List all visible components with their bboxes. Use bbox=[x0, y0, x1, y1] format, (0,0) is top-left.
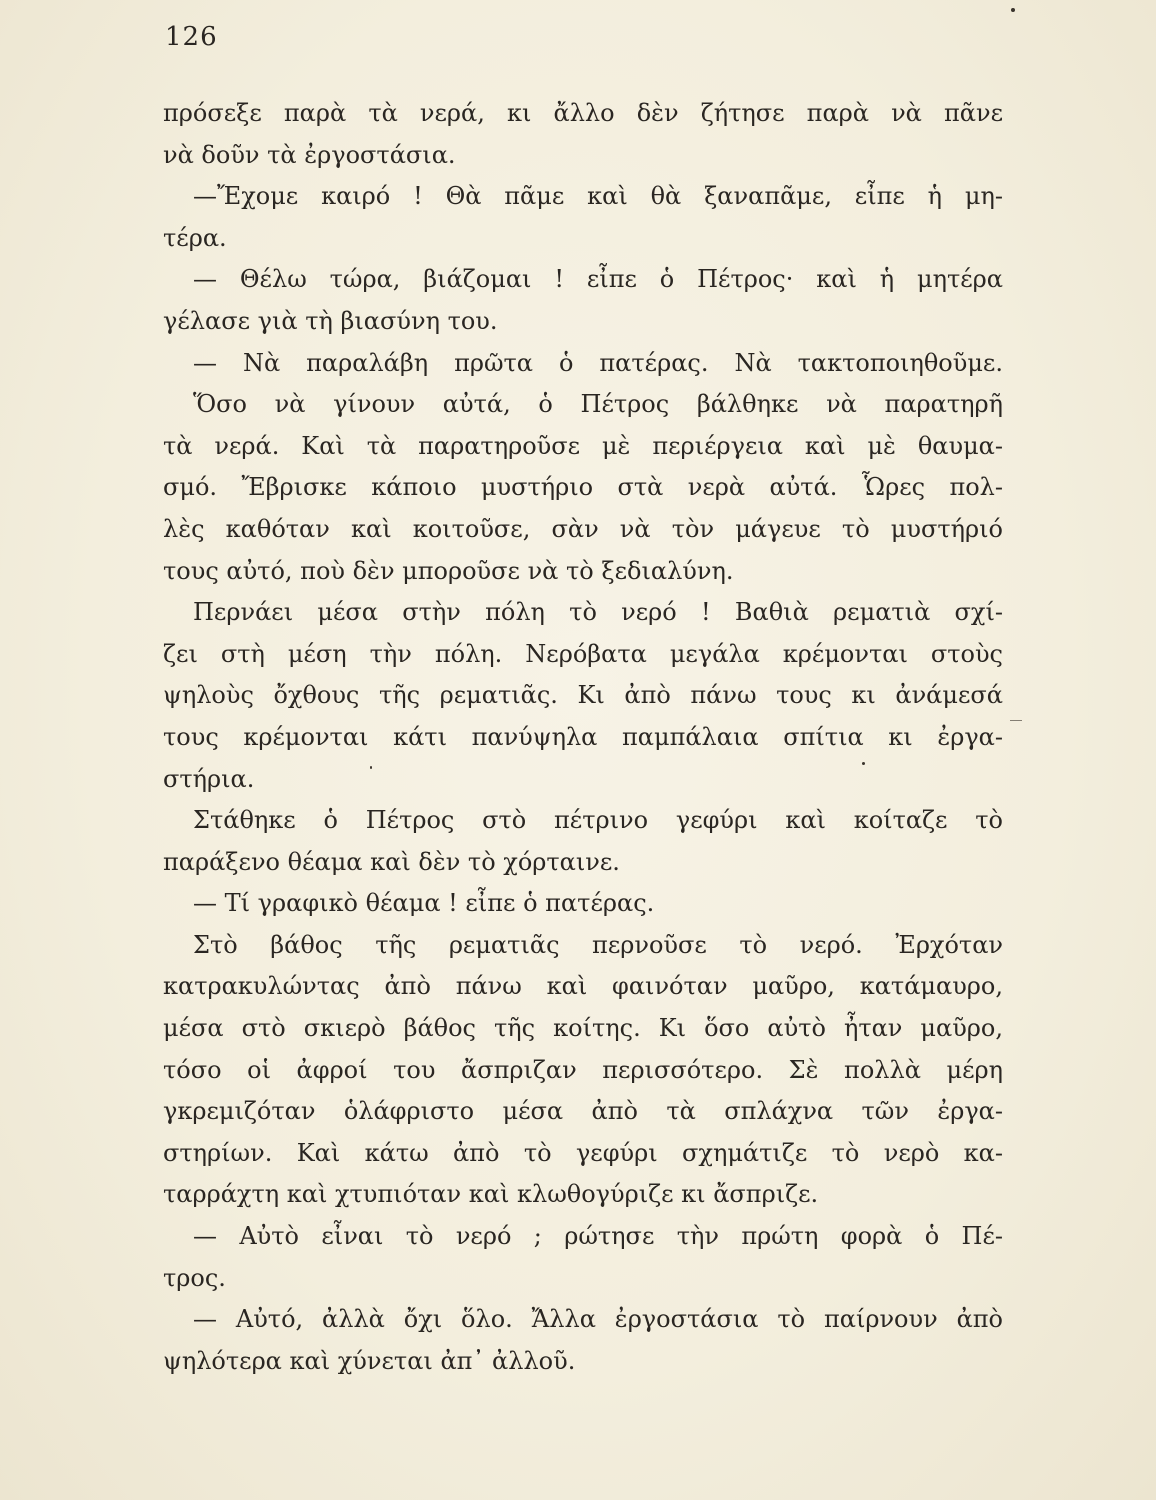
ink-speck bbox=[1010, 720, 1022, 721]
text-line: κατρακυλώντας ἀπὸ πάνω καὶ φαινόταν μαῦρο, κατάμαυρο, bbox=[163, 972, 1003, 1001]
text-line: — Αὐτὸ εἶναι τὸ νερό ; ρώτησε τὴν πρώτη φορὰ ὁ Πέ- bbox=[193, 1222, 1003, 1251]
text-line: λὲς καθόταν καὶ κοιτοῦσε, σὰν νὰ τὸν μάγευε τὸ μυστήριό bbox=[163, 514, 1003, 543]
text-line: μέσα στὸ σκιερὸ βάθος τῆς κοίτης. Κι ὅσο αὐτὸ ἦταν μαῦρο, bbox=[163, 1014, 1003, 1043]
text-line: —Ἔχομε καιρό ! Θὰ πᾶμε καὶ θὰ ξαναπᾶμε, εἶπε ἡ μη- bbox=[193, 182, 1003, 211]
text-line: Στὸ βάθος τῆς ρεματιᾶς περνοῦσε τὸ νερό. Ἐρχόταν bbox=[193, 930, 1003, 959]
text-line: Περνάει μέσα στὴν πόλη τὸ νερό ! Βαθιὰ ρεματιὰ σχί- bbox=[193, 598, 1003, 627]
text-line: ταρράχτη καὶ χτυπιόταν καὶ κλωθογύριζε κι ἄσπριζε. bbox=[163, 1180, 819, 1209]
text-line: γέλασε γιὰ τὴ βιασύνη του. bbox=[163, 306, 498, 335]
text-line: τὰ νερά. Καὶ τὰ παρατηροῦσε μὲ περιέργεια καὶ μὲ θαυμα- bbox=[163, 431, 1003, 460]
ink-speck bbox=[370, 766, 372, 769]
text-line: τρος. bbox=[163, 1263, 226, 1292]
text-line: Στάθηκε ὁ Πέτρος στὸ πέτρινο γεφύρι καὶ κοίταζε τὸ bbox=[193, 806, 1003, 835]
text-line: στήρια. bbox=[163, 764, 255, 793]
text-line: πρόσεξε παρὰ τὰ νερά, κι ἄλλο δὲν ζήτησε παρὰ νὰ πᾶνε bbox=[163, 99, 1003, 127]
text-line: σμό. Ἔβρισκε κάποιο μυστήριο στὰ νερὰ αὐτά. Ὧρες πολ- bbox=[163, 473, 1003, 502]
text-line: ψηλότερα καὶ χύνεται ἀπ᾽ ἀλλοῦ. bbox=[163, 1346, 576, 1375]
body-text bbox=[163, 93, 1003, 1382]
text-line: ψηλοὺς ὄχθους τῆς ρεματιᾶς. Κι ἀπὸ πάνω τους κι ἀνάμεσά bbox=[163, 681, 1003, 710]
text-line: παράξενο θέαμα καὶ δὲν τὸ χόρταινε. bbox=[163, 847, 620, 876]
text-line: τόσο οἱ ἀφροί του ἄσπριζαν περισσότερο. Σὲ πολλὰ μέρη bbox=[163, 1055, 1003, 1084]
text-line: τέρα. bbox=[163, 223, 227, 252]
text-line: νὰ δοῦν τὰ ἐργοστάσια. bbox=[163, 140, 456, 169]
ink-speck bbox=[1011, 8, 1015, 12]
text-line: τους κρέμονται κάτι πανύψηλα παμπάλαια σπίτια κι ἐργα- bbox=[163, 722, 1003, 751]
text-line: γκρεμιζόταν ὁλάφριστο μέσα ἀπὸ τὰ σπλάχνα τῶν ἐργα- bbox=[163, 1097, 1003, 1126]
text-line: — Τί γραφικὸ θέαμα ! εἶπε ὁ πατέρας. bbox=[193, 889, 655, 918]
text-line: — Αὐτό, ἀλλὰ ὄχι ὅλο. Ἄλλα ἐργοστάσια τὸ παίρνουν ἀπὸ bbox=[193, 1305, 1003, 1334]
text-line: τους αὐτό, ποὺ δὲν μποροῦσε νὰ τὸ ξεδιαλύνη. bbox=[163, 556, 734, 585]
text-line: — Νὰ παραλάβη πρῶτα ὁ πατέρας. Νὰ τακτοποιηθοῦμε. bbox=[193, 348, 1003, 377]
ink-speck bbox=[862, 762, 865, 765]
page-number: 126 bbox=[165, 22, 218, 52]
text-line: στηρίων. Καὶ κάτω ἀπὸ τὸ γεφύρι σχημάτιζε τὸ νερὸ κα- bbox=[163, 1138, 1003, 1167]
text-line: — Θέλω τώρα, βιάζομαι ! εἶπε ὁ Πέτρος· καὶ ἡ μητέρα bbox=[193, 265, 1003, 294]
text-line: Ὅσο νὰ γίνουν αὐτά, ὁ Πέτρος βάλθηκε νὰ παρατηρῆ bbox=[193, 390, 1003, 419]
text-line: ζει στὴ μέση τὴν πόλη. Νερόβατα μεγάλα κρέμονται στοὺς bbox=[163, 639, 1003, 668]
